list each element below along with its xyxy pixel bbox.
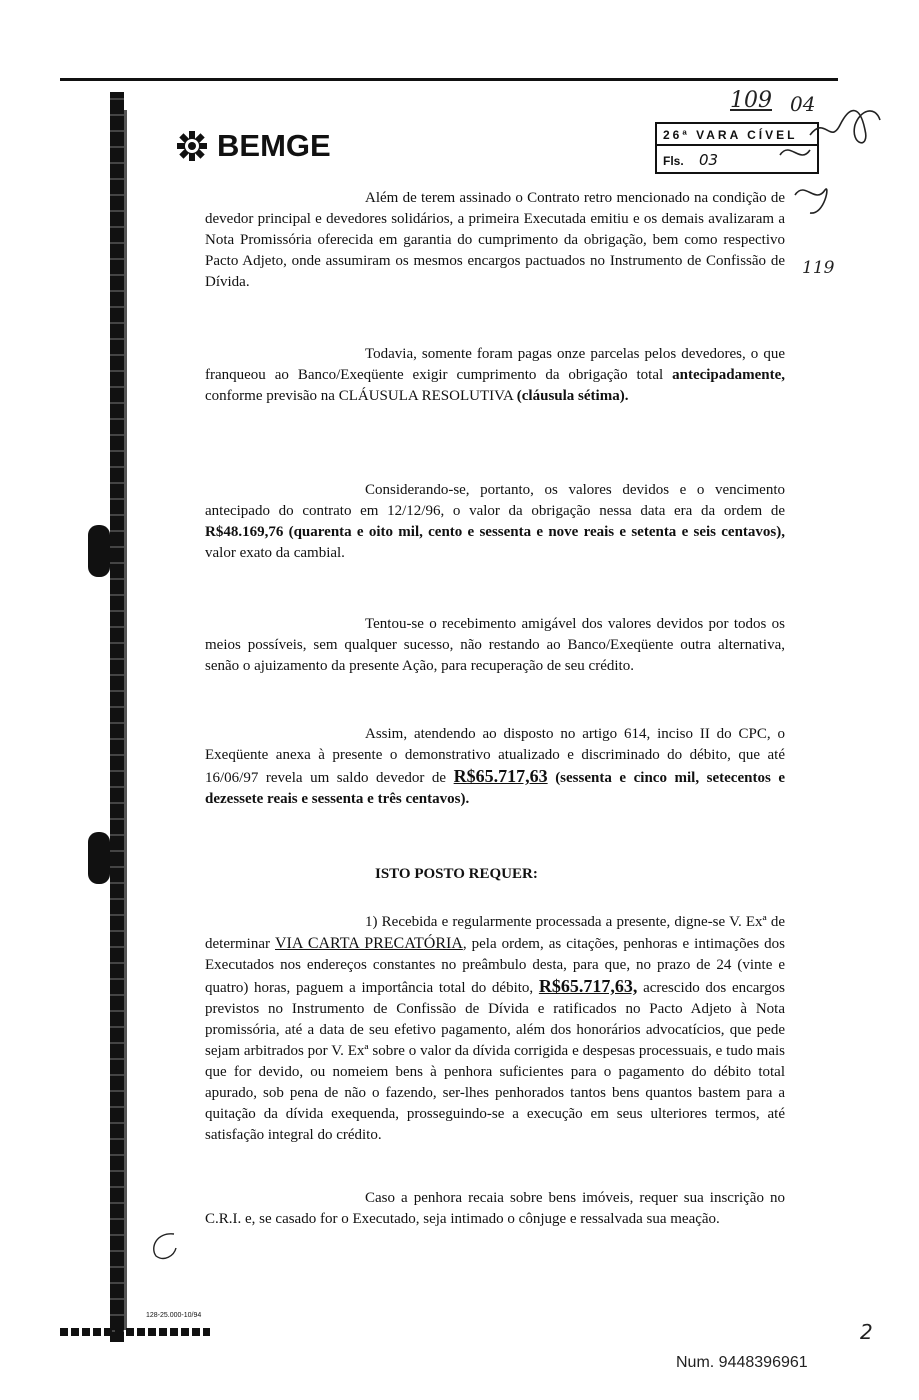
paragraph-7 — [205, 1188, 785, 1230]
scan-noise — [60, 1328, 210, 1336]
stamp-fls-label: Fls. — [663, 154, 684, 168]
handwritten-signature — [770, 95, 890, 225]
section-heading: ISTO POSTO REQUER: — [375, 866, 538, 882]
handwritten-side-number: 119 — [802, 258, 835, 278]
paragraph-6-end: acrescido dos encargos previstos no Instrumento de Confissão de Dívida e ratificados no Pacto Adjeto à Nota promissória, até a data de seu efetivo pagamento, além dos honorários advocatícios, que pede sejam arbitrados por V. Exª sobre o valor da dívida corrigida e despesas processuais, e tudo mais que for devido, ou nomeiem bens à penhora suficientes para o pagamento do débito total apurado, sob pena de não o fazendo, ser-lhes penhorados tantos bens quantos bastem para a quitação da dívida exequenda, prosseguindo-se a execução em seus ulteriores termos, até satisfação integral do crédito. — [205, 980, 785, 1143]
paragraph-6-middle: , pela ordem, as citações, penhoras e intimações dos Executados nos endereços constantes no preâmbulo desta, para que, no prazo de 24 (vinte e quatro) horas, paguem a importância total do débito, — [205, 936, 785, 996]
paragraph-5 — [205, 724, 785, 810]
paragraph-2-clause: conforme previsão na CLÁUSULA RESOLUTIVA — [205, 388, 514, 404]
paragraph-6-amount: R$65.717,63, — [538, 976, 638, 996]
paragraph-3-amount: R$48.169,76 (quarenta e oito mil, cento e sessenta e nove reais e setenta e seis centavos), — [205, 524, 785, 540]
paragraph-2-bold: antecipadamente, — [672, 367, 786, 383]
paragraph-6-carta-precatoria: VIA CARTA PRECATÓRIA — [275, 935, 463, 952]
binding-edge-line — [124, 110, 127, 1330]
binding-edge — [110, 92, 124, 1342]
paragraph-5-text: Assim, atendendo ao disposto no artigo 614, inciso II do CPC, o Exeqüente anexa à presente o demonstrativo atualizado e discriminado do débito, que até 16/06/97 revela um saldo devedor de — [205, 726, 785, 786]
paragraph-6 — [205, 912, 785, 1146]
document-number: Num. 9448396961 — [676, 1354, 808, 1371]
bemge-logo-icon — [175, 129, 209, 163]
handwritten-page-number-top: 109 — [730, 88, 772, 113]
bemge-logo — [175, 128, 331, 164]
paragraph-1-text: Além de terem assinado o Contrato retro mencionado na condição de devedor principal e devedores solidários, a primeira Executada emitiu e os demais avalizaram a Nota Promissória oferecida em garantia do cumprimento da obrigação, bem como respectivo Pacto Adjeto, onde assumiram os mesmos encargos pactuados no Instrumento de Confissão de Dívida. — [205, 190, 785, 290]
paragraph-4-text: Tentou-se o recebimento amigável dos valores devidos por todos os meios possíveis, sem qualquer sucesso, não restando ao Banco/Exeqüente outra alternativa, senão o ajuizamento da presente Ação, para recuperação de seu crédito. — [205, 616, 785, 674]
paragraph-5-amount: R$65.717,63 — [453, 766, 548, 786]
top-rule — [60, 78, 838, 81]
handwritten-mark-left — [146, 1228, 182, 1264]
handwritten-page-number: 04 — [790, 92, 816, 116]
stamp-fls-value: 03 — [699, 151, 719, 169]
logo-text: BEMGE — [217, 128, 331, 163]
paragraph-2-clause-note: (cláusula sétima). — [516, 388, 629, 404]
paragraph-3-end: valor exato da cambial. — [205, 545, 345, 561]
handwritten-corner-mark: 2 — [860, 1320, 873, 1344]
paragraph-1 — [205, 188, 785, 293]
paragraph-3 — [205, 480, 785, 564]
punch-hole — [88, 832, 110, 884]
paragraph-7-text: Caso a penhora recaia sobre bens imóveis, requer sua inscrição no C.R.I. e, se casado for o Executado, seja intimado o cônjuge e ressalvada sua meação. — [205, 1190, 785, 1227]
paragraph-6-text: 1) Recebida e regularmente processada a presente, digne-se V. Exª de determinar — [205, 914, 785, 952]
form-code: 128-25.000-10/94 — [146, 1312, 202, 1319]
stamp-court: 26ª VARA CÍVEL — [657, 124, 817, 146]
paragraph-2-text: Todavia, somente foram pagas onze parcelas pelos devedores, o que franqueou ao Banco/Exeqüente exigir cumprimento da obrigação total — [205, 346, 785, 383]
paragraph-5-amount-words: (sessenta e cinco mil, setecentos e dezessete reais e sessenta e três centavos). — [205, 770, 785, 807]
paragraph-4 — [205, 614, 785, 677]
punch-hole — [88, 525, 110, 577]
paragraph-2 — [205, 344, 785, 407]
paragraph-3-text: Considerando-se, portanto, os valores devidos e o vencimento antecipado do contrato em 12/12/96, o valor da obrigação nessa data era da ordem de — [205, 482, 785, 519]
